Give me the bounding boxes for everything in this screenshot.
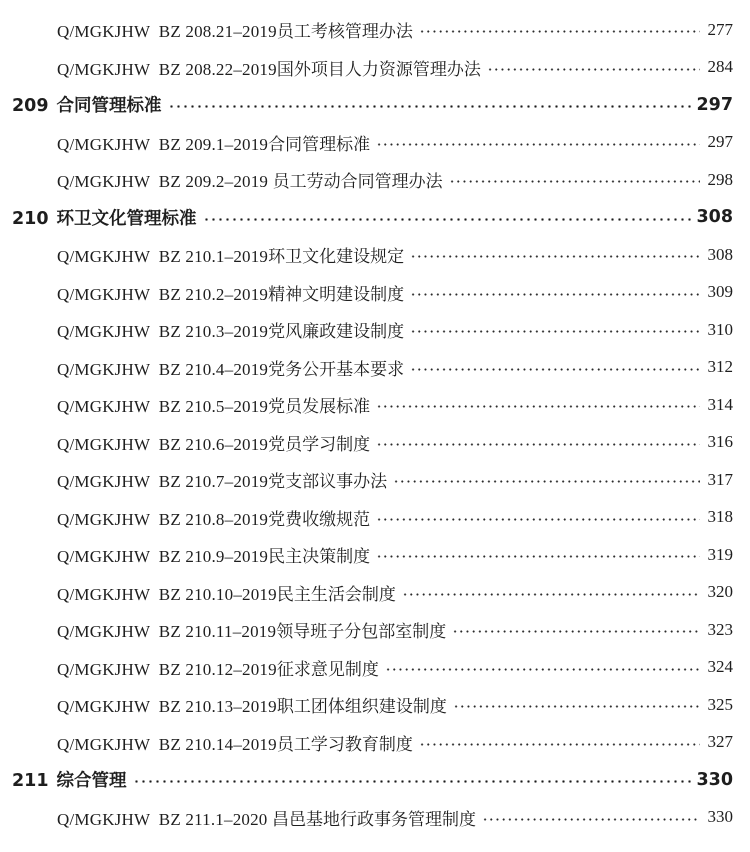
dot-leader [376,143,700,146]
toc-entry [0,461,750,499]
dot-leader [482,818,700,821]
standard-code: Q/MGKJHW BZ 209.1–2019 [57,134,269,154]
page-number: 308 [707,244,733,264]
entry-name: 员工学习教育制度 [276,734,413,754]
dot-leader [402,593,700,596]
table-of-contents [0,11,750,836]
entry-name: 职工团体组织建设制度 [276,697,447,717]
toc-entry [0,349,750,387]
dot-leader [410,293,700,296]
toc-entry-title [57,167,449,192]
standard-code: Q/MGKJHW BZ 210.9–2019 [57,547,269,567]
page-number: 310 [707,319,733,339]
toc-entry [0,124,750,162]
standard-code: Q/MGKJHW BZ 210.7–2019 [57,472,269,492]
toc-section-heading [0,761,750,799]
standard-code: Q/MGKJHW BZ 208.21–2019 [57,22,277,42]
toc-entry [0,311,750,349]
standard-code: Q/MGKJHW BZ 210.1–2019 [57,247,269,267]
entry-name: 党务公开基本要求 [268,359,405,379]
toc-section-heading [0,86,750,124]
dot-leader [385,668,700,671]
standard-code: Q/MGKJHW BZ 210.8–2019 [57,509,269,529]
page-number: 317 [707,469,733,489]
toc-entry [0,686,750,724]
standard-code: Q/MGKJHW BZ 210.11–2019 [57,622,277,642]
dot-leader [449,180,700,183]
dot-leader [410,368,700,371]
toc-entry-title [12,92,168,117]
toc-entry-title [57,505,376,530]
page-number: 324 [707,657,733,677]
page-number: 323 [707,619,733,639]
toc-entry [0,611,750,649]
page-number: 308 [696,207,733,228]
page-number: 297 [696,94,733,115]
entry-name: 精神文明建设制度 [268,284,405,304]
entry-name: 征求意见制度 [276,659,379,679]
standard-code: Q/MGKJHW BZ 210.10–2019 [57,584,277,604]
toc-entry-title [57,130,376,155]
page-number: 309 [707,282,733,302]
page-number: 314 [707,394,733,414]
standard-code: Q/MGKJHW BZ 210.12–2019 [57,659,277,679]
entry-name: 综合管理 [56,771,127,792]
toc-entry [0,236,750,274]
toc-entry-title [57,317,410,342]
page-number: 330 [696,769,733,790]
entry-name: 合同管理标准 [56,96,162,117]
section-number: 209 [12,96,49,117]
toc-entry [0,274,750,312]
entry-name: 合同管理标准 [268,134,371,154]
toc-entry-title [57,655,385,680]
toc-entry-title [57,692,453,717]
section-number: 211 [12,771,49,792]
toc-entry [0,649,750,687]
standard-code: Q/MGKJHW BZ 210.3–2019 [57,322,269,342]
toc-entry [0,724,750,762]
toc-entry [0,11,750,49]
entry-name: 党员发展标准 [268,397,371,417]
dot-leader [168,105,694,108]
toc-entry-title [57,392,376,417]
entry-name: 党支部议事办法 [268,472,388,492]
dot-leader [419,30,700,33]
toc-entry [0,574,750,612]
page-number: 312 [707,357,733,377]
standard-code: Q/MGKJHW BZ 210.2–2019 [57,284,269,304]
entry-name: 民主生活会制度 [276,584,396,604]
entry-name: 党风廉政建设制度 [268,322,405,342]
page-number: 330 [707,807,733,827]
standard-code: Q/MGKJHW BZ 210.14–2019 [57,734,277,754]
toc-entry-title [57,730,419,755]
toc-entry-title [57,542,376,567]
page-number: 320 [707,582,733,602]
toc-entry [0,424,750,462]
dot-leader [203,218,694,221]
standard-code: Q/MGKJHW BZ 210.13–2019 [57,697,277,717]
toc-entry-title [57,430,376,455]
entry-name: 员工考核管理办法 [276,22,413,42]
entry-name: 民主决策制度 [268,547,371,567]
dot-leader [410,330,700,333]
toc-entry [0,386,750,424]
toc-entry-title [12,205,203,230]
toc-entry-title [57,580,402,605]
entry-name: 环卫文化管理标准 [56,208,197,229]
dot-leader [133,780,694,783]
standard-code: Q/MGKJHW BZ 208.22–2019 [57,59,277,79]
entry-name: 党员学习制度 [268,434,371,454]
toc-section-heading [0,199,750,237]
toc-entry [0,49,750,87]
toc-entry-title [57,280,410,305]
toc-entry-title [57,467,393,492]
dot-leader [376,405,700,408]
page-number: 319 [707,544,733,564]
toc-entry [0,799,750,837]
standard-code: Q/MGKJHW BZ 209.2–2019 [57,172,273,192]
page-number: 298 [707,169,733,189]
standard-code: Q/MGKJHW BZ 210.4–2019 [57,359,269,379]
page-number: 316 [707,432,733,452]
entry-name: 领导班子分包部室制度 [276,622,447,642]
section-number: 210 [12,208,49,229]
dot-leader [376,443,700,446]
toc-entry [0,161,750,199]
dot-leader [410,255,700,258]
entry-name: 环卫文化建设规定 [268,247,405,267]
dot-leader [376,518,700,521]
page-number: 277 [707,19,733,39]
toc-entry-title [12,767,133,792]
dot-leader [419,743,700,746]
page-number: 284 [707,57,733,77]
standard-code: Q/MGKJHW BZ 211.1–2020 [57,809,272,829]
toc-entry-title [57,617,452,642]
toc-entry-title [57,805,482,830]
entry-name: 党费收缴规范 [268,509,371,529]
page-number: 325 [707,694,733,714]
toc-entry-title [57,17,419,42]
toc-entry [0,499,750,537]
standard-code: Q/MGKJHW BZ 210.6–2019 [57,434,269,454]
entry-name: 国外项目人力资源管理办法 [276,59,481,79]
entry-name: 员工劳动合同管理办法 [272,172,443,192]
toc-entry [0,536,750,574]
dot-leader [453,705,700,708]
dot-leader [452,630,700,633]
dot-leader [487,68,700,71]
dot-leader [376,555,700,558]
dot-leader [393,480,700,483]
page-number: 318 [707,507,733,527]
toc-entry-title [57,355,410,380]
page-number: 327 [707,732,733,752]
toc-entry-title [57,242,410,267]
page-number: 297 [707,132,733,152]
toc-entry-title [57,55,487,80]
entry-name: 昌邑基地行政事务管理制度 [271,809,476,829]
standard-code: Q/MGKJHW BZ 210.5–2019 [57,397,269,417]
